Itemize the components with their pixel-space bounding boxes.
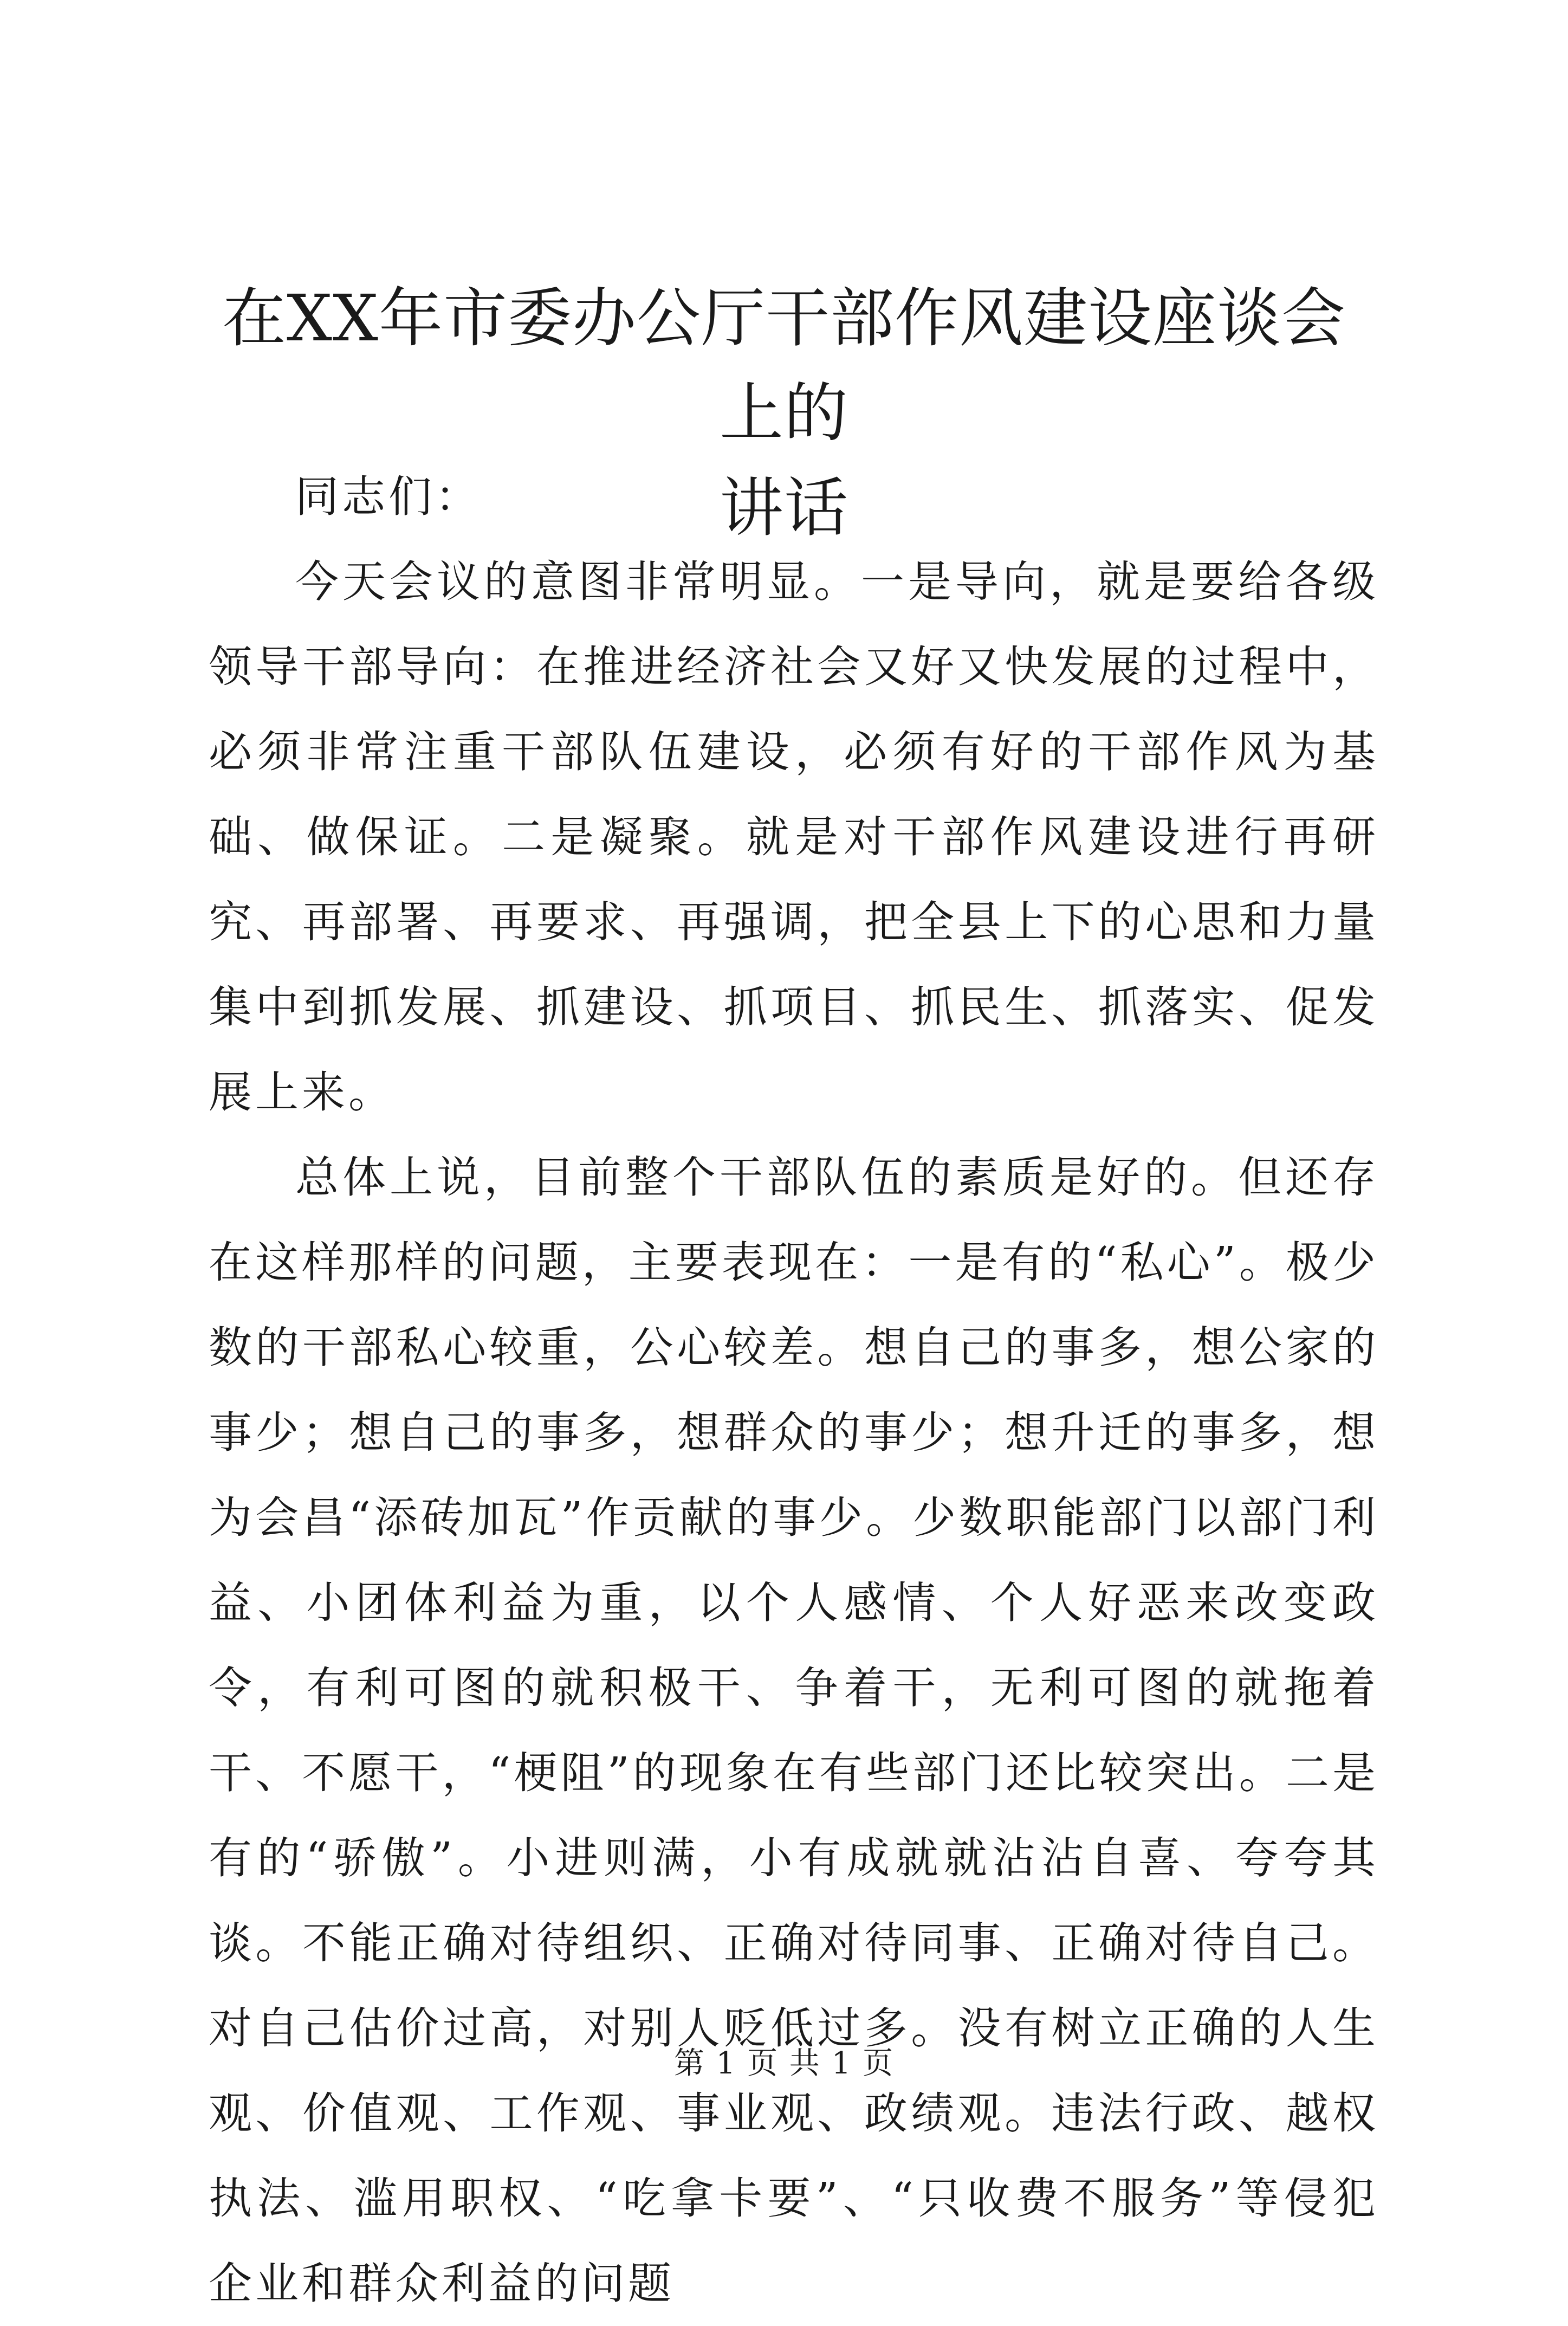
title-line-2: 讲话: [719, 470, 848, 545]
salutation: 同志们：: [295, 471, 482, 522]
page-footer: 第 1 页 共 1 页: [673, 2046, 895, 2081]
title-line-1: 在XX年市委办公厅干部作风建设座谈会上的: [222, 281, 1346, 450]
paragraph-2: 总体上说，目前整个干部队伍的素质是好的。但还存在这样那样的问题，主要表现在：一是有的“私心”。极少数的干部私心较重，公心较差。想自己的事多，想公家的事少；想自己的事多，想群众的事少；想升迁的事多，想为会昌“添砖加瓦”作贡献的事少。少数职能部门以部门利益、小团体利益为重，以个人感情、个人好恶来改变政令，有利可图的就积极干、争着干，无利可图的就拖着干、不愿干，“梗阻”的现象在有些部门还比较突出。二是有的“骄傲”。小进则满，小有成就就沾沾自喜、夸夸其谈。不能正确对待组织、正确对待同事、正确对待自己。对自己估价过高，对别人贬低过多。没有树立正确的人生观、价值观、工作观、事业观、政绩观。违法行政、越权执法、滥用职权、“吃拿卡要”、“只收费不服务”等侵犯企业和群众利益的问题: [209, 1152, 1379, 2309]
paragraph-1: 今天会议的意图非常明显。一是导向，就是要给各级领导干部导向：在推进经济社会又好又快发展的过程中，必须非常注重干部队伍建设，必须有好的干部作风为基础、做保证。二是凝聚。就是对干部作风建设进行再研究、再部署、再要求、再强调，把全县上下的心思和力量集中到抓发展、抓建设、抓项目、抓民生、抓落实、促发展上来。: [209, 557, 1379, 1117]
